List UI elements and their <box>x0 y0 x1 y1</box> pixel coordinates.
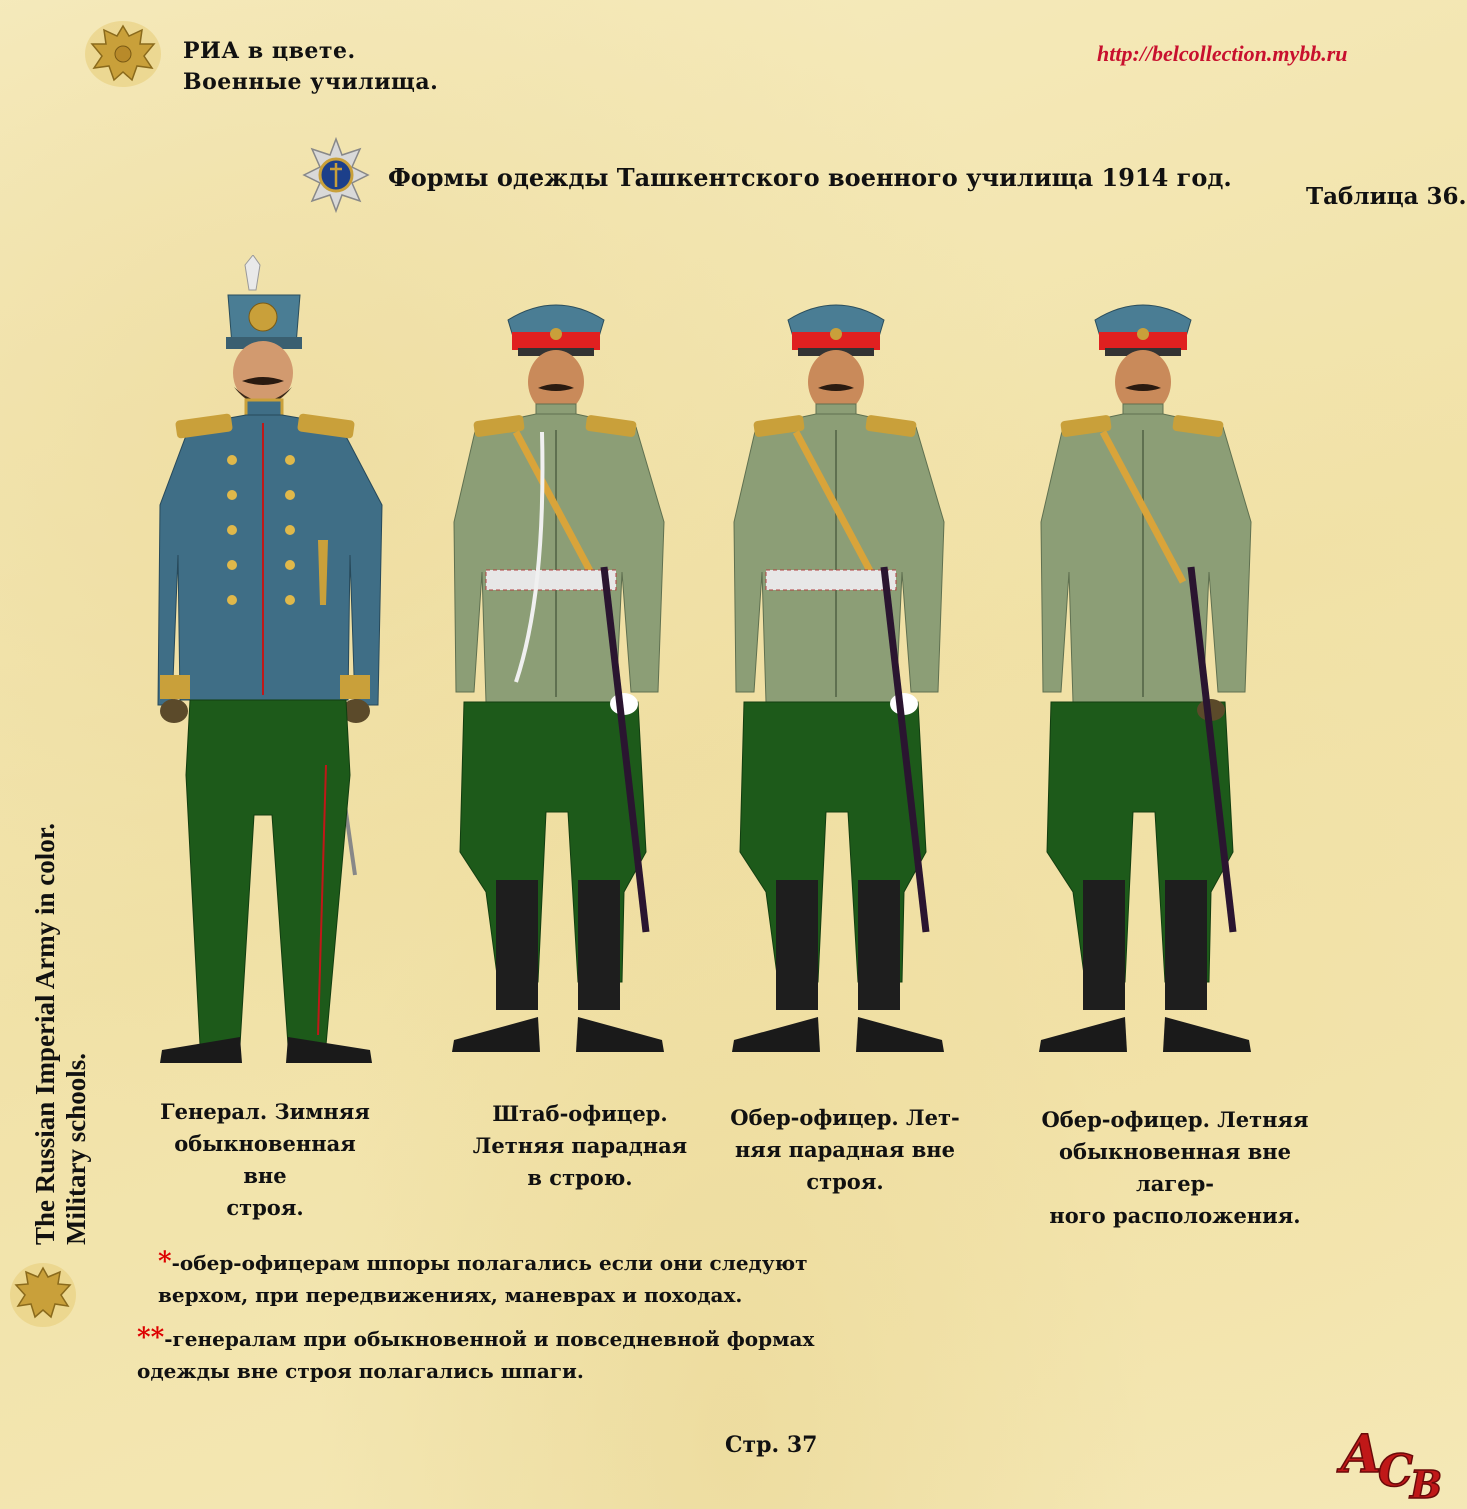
header-title-line2: Военные училища. <box>183 69 439 95</box>
note-swords-text: -генералам при обыкновенной и повседневной формах одежды вне строя полагались шпаги. <box>137 1327 815 1383</box>
caption-ober-officer-parade: Обер-офицер. Лет- няя парадная вне строя. <box>730 1105 960 1194</box>
table-number: Таблица 36. <box>1306 183 1467 210</box>
note-spurs-mark: * <box>158 1247 172 1277</box>
side-caption-line1: The Russian Imperial Army in color. <box>30 822 60 1245</box>
header-title <box>183 36 438 98</box>
site-url-link[interactable]: http://belcollection.mybb.ru <box>1097 41 1348 66</box>
caption-staff-officer: Штаб-офицер. Летняя парадная в строю. <box>472 1101 688 1190</box>
svg-text:В: В <box>1410 1462 1443 1502</box>
imperial-eagle-emblem-small-icon <box>8 1260 78 1334</box>
sheet-title: Формы одежды Ташкентского военного училища 1914 год. <box>388 163 1232 192</box>
note-spurs-text: -обер-офицерам шпоры полагались если они следуют верхом, при передвижениях, маневрах и походах. <box>158 1251 808 1307</box>
uniform-figure-ober-officer-everyday <box>1033 292 1263 1071</box>
note-spurs <box>158 1246 838 1311</box>
note-swords-mark: ** <box>137 1323 165 1353</box>
side-caption-line2: Military schools. <box>61 1053 91 1245</box>
note-swords <box>137 1322 837 1387</box>
imperial-eagle-emblem-icon <box>82 18 164 94</box>
caption-general: Генерал. Зимняя обыкновенная вне строя. <box>160 1099 370 1220</box>
uniform-figure-general <box>150 255 390 1074</box>
uniform-figure-staff-officer <box>446 292 676 1071</box>
header-title-line1: РИА в цвете. <box>183 38 356 64</box>
caption-ober-officer-everyday: Обер-офицер. Летняя обыкновенная вне лагер- ного расположения. <box>1041 1107 1309 1228</box>
svg-text:А: А <box>1340 1424 1383 1485</box>
school-badge-icon <box>302 137 370 217</box>
page-number: Стр. 37 <box>725 1432 818 1458</box>
uniform-figure-ober-officer-parade <box>726 292 956 1071</box>
side-caption <box>30 823 92 1245</box>
asv-logo <box>1336 1410 1454 1502</box>
svg-text:С: С <box>1378 1446 1414 1497</box>
